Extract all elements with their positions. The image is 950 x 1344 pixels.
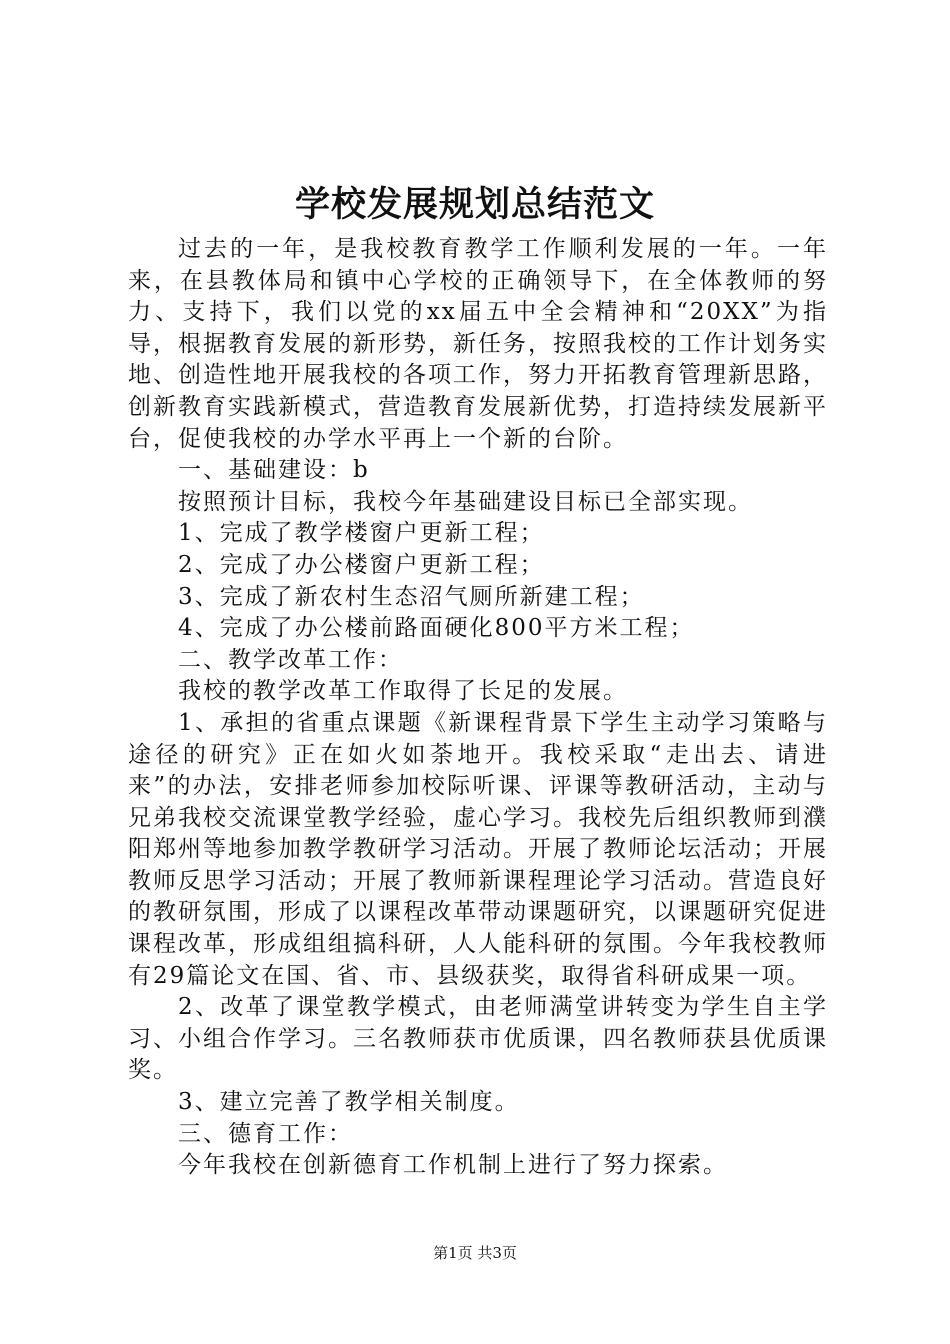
list-item-infrastructure-4: 4、完成了办公楼前路面硬化800平方米工程； — [178, 615, 695, 642]
heading-moral-education: 三、德育工作： — [178, 1120, 353, 1147]
list-item-teaching-reform-1: 1、承担的省重点课题《新课程背景下学生主动学习策略与途径的研究》正在如火如荼地开。我校采取“走出去、请进来”的办法，安排老师参加校际听课、评课等教研活动，主动与兄弟我校交流课堂教学经验，虚心学习。我校先后组织教师到濮阳郑州等地参加教学教研学习活动。开展了教师论坛活动；开展教师反思学习活动；开展了教师新课程理论学习活动。营造良好的教研氛围，形成了以课程改革带动课题研究，以课题研究促进课程改革，形成组组搞科研，人人能科研的氛围。今年我校教师有29篇论文在国、省、市、县级获奖，取得省科研成果一项。 — [128, 709, 828, 989]
paragraph-infrastructure-goal: 按照预计目标，我校今年基础建设目标已全部实现。 — [178, 488, 753, 515]
paragraph-moral-education: 今年我校在创新德育工作机制上进行了努力探索。 — [178, 1152, 728, 1179]
page-footer: 第1页 共3页 — [433, 1244, 517, 1262]
list-item-teaching-reform-2: 2、改革了课堂教学模式，由老师满堂讲转变为学生自主学习、小组合作学习。三名教师获市优质课，四名教师获县优质课奖。 — [128, 994, 828, 1084]
list-item-teaching-reform-3: 3、建立完善了教学相关制度。 — [178, 1089, 520, 1116]
paragraph-intro: 过去的一年，是我校教育教学工作顺利发展的一年。一年来，在县教体局和镇中心学校的正确领导下，在全体教师的努力、支持下，我们以党的xx届五中全会精神和“20XX”为指导，根据教育发展的新形势，新任务，按照我校的工作计划务实地、创造性地开展我校的各项工作，努力开拓教育管理新思路，创新教育实践新模式，营造教育发展新优势，打造持续发展新平台，促使我校的办学水平再上一个新的台阶。 — [128, 236, 828, 452]
document-title: 学校发展规划总结范文 — [294, 184, 655, 225]
list-item-infrastructure-3: 3、完成了新农村生态沼气厕所新建工程； — [178, 583, 645, 610]
list-item-infrastructure-2: 2、完成了办公楼窗户更新工程； — [178, 551, 545, 578]
heading-teaching-reform: 二、教学改革工作： — [178, 646, 403, 673]
heading-infrastructure: 一、基础建设：b — [178, 457, 370, 484]
paragraph-teaching-reform-summary: 我校的教学改革工作取得了长足的发展。 — [178, 678, 628, 705]
document-body — [128, 234, 828, 1182]
list-item-infrastructure-1: 1、完成了教学楼窗户更新工程； — [178, 520, 545, 547]
